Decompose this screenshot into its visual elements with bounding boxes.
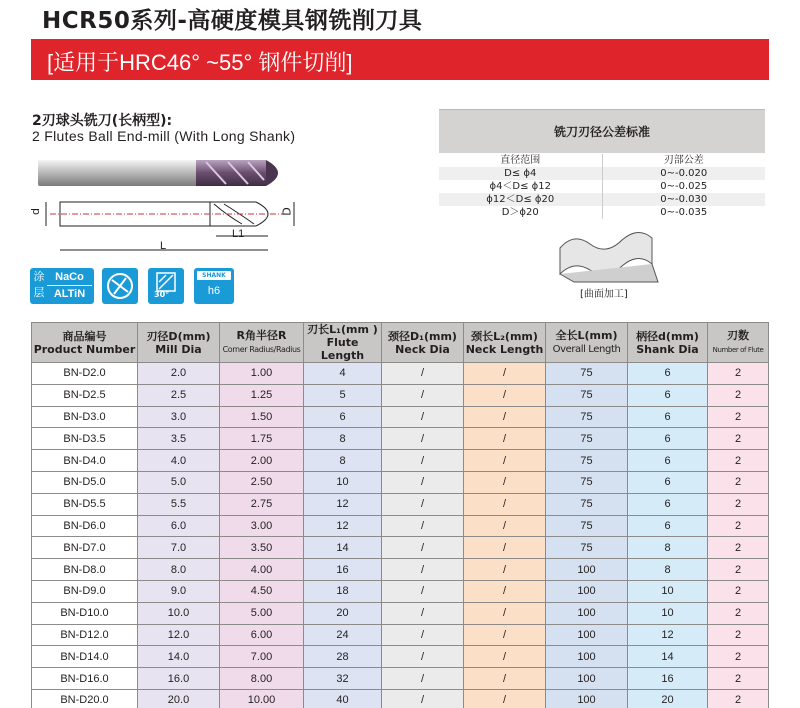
table-cell: BN-D2.0 [32,363,138,385]
table-row [32,493,769,515]
table-cell: 6 [628,428,708,450]
table-cell: 8.0 [138,559,220,581]
col-header-en: Number of Flute [712,345,764,354]
shank-label: SHANK [197,271,231,280]
table-cell: 40 [304,689,382,708]
table-row [32,668,769,690]
table-cell: 14 [628,646,708,668]
table-cell: 5.5 [138,493,220,515]
tolerance-range: D≤ ϕ4 [439,167,603,180]
table-cell: 8 [304,428,382,450]
col-header-en: Neck Length [465,342,544,356]
table-cell: / [382,624,464,646]
table-cell: / [464,515,546,537]
table-row [32,450,769,472]
tolerance-range: D＞ϕ20 [439,206,603,219]
table-cell: 4.0 [138,450,220,472]
table-cell: 75 [546,515,628,537]
table-cell: 8.00 [220,668,304,690]
col-header-zh: 刃数 [727,328,749,342]
tolerance-value: 0~-0.035 [660,207,708,218]
coating-badge [30,268,94,304]
table-cell: / [382,384,464,406]
table-row [32,646,769,668]
table-cell: / [464,493,546,515]
table-cell: 100 [546,624,628,646]
table-cell: 9.0 [138,580,220,602]
tolerance-value: 0~-0.025 [660,181,708,192]
table-cell: 2.0 [138,363,220,385]
table-cell: 10.0 [138,602,220,624]
table-cell: 10 [304,471,382,493]
table-cell: 6.00 [220,624,304,646]
table-row [32,471,769,493]
table-cell: 2 [708,406,769,428]
table-cell: 10 [628,580,708,602]
table-cell: 100 [546,646,628,668]
table-cell: BN-D20.0 [32,689,138,708]
table-cell: BN-D10.0 [32,602,138,624]
col-header [138,323,220,363]
table-cell: / [382,450,464,472]
table-cell: 2 [708,450,769,472]
table-cell: 32 [304,668,382,690]
table-cell: 2 [708,646,769,668]
table-cell: / [464,559,546,581]
table-cell: / [382,471,464,493]
tolerance-title: 铣刀刃径公差标准 [439,109,765,153]
table-cell: 2.75 [220,493,304,515]
dim-d-label: d [28,208,42,215]
table-cell: 2 [708,602,769,624]
table-row [32,624,769,646]
table-cell: / [382,406,464,428]
table-cell: / [464,624,546,646]
tolerance-value: 0~-0.020 [660,168,708,179]
table-cell: 3.5 [138,428,220,450]
table-cell: / [382,537,464,559]
table-cell: 6 [628,406,708,428]
table-cell: 12 [628,624,708,646]
table-cell: / [464,471,546,493]
table-cell: 6 [304,406,382,428]
table-cell: 14 [304,537,382,559]
table-cell: / [382,668,464,690]
table-cell: 7.0 [138,537,220,559]
table-cell: 10.00 [220,689,304,708]
table-cell: BN-D5.5 [32,493,138,515]
table-cell: BN-D7.0 [32,537,138,559]
tolerance-range: ϕ12＜D≤ ϕ20 [439,193,603,206]
col-header [304,323,382,363]
table-cell: 2.50 [220,471,304,493]
col-header-en: Neck Dia [395,342,450,356]
table-cell: / [464,428,546,450]
col-header-zh: 柄径d(mm) [636,329,699,343]
col-header-zh: 刃径D(mm) [146,329,211,343]
helix-angle-label: 30° [154,290,170,299]
endmill-drawing [28,158,318,253]
col-header-en: Overall Length [552,344,621,355]
product-title-zh: 2刃球头铣刀(长柄型): [32,113,173,129]
table-cell: 6 [628,515,708,537]
table-cell: 2.5 [138,384,220,406]
tolerance-header-row [439,154,765,167]
table-cell: 100 [546,689,628,708]
table-cell: / [464,580,546,602]
table-cell: BN-D16.0 [32,668,138,690]
table-cell: / [382,689,464,708]
table-cell: 6.0 [138,515,220,537]
table-cell: BN-D14.0 [32,646,138,668]
tolerance-range: ϕ4＜D≤ ϕ12 [439,180,603,193]
table-cell: 2 [708,624,769,646]
table-cell: BN-D8.0 [32,559,138,581]
coating-zh-2: 层 [33,286,45,299]
table-row [32,602,769,624]
tolerance-header: 直径范围 [439,154,603,167]
table-cell: 12 [304,493,382,515]
table-cell: 6 [628,493,708,515]
coating-zh-1: 涂 [33,270,45,283]
col-header-zh: 全长L(mm) [555,329,618,342]
table-cell: 4.00 [220,559,304,581]
dim-D-label: D [280,207,294,216]
table-cell: 20 [304,602,382,624]
table-cell: 4.50 [220,580,304,602]
table-cell: / [382,646,464,668]
table-cell: 7.00 [220,646,304,668]
col-header-en: Corner Radius/Radius [222,345,301,354]
table-cell: / [382,428,464,450]
table-cell: 16 [304,559,382,581]
col-header-en: Mill Dia [155,342,202,356]
table-cell: 75 [546,406,628,428]
table-cell: BN-D6.0 [32,515,138,537]
table-cell: 2 [708,537,769,559]
tolerance-row [439,193,765,206]
table-cell: 1.50 [220,406,304,428]
table-cell: / [464,537,546,559]
table-cell: 16.0 [138,668,220,690]
table-cell: 20 [628,689,708,708]
table-cell: / [464,602,546,624]
table-cell: 1.75 [220,428,304,450]
table-cell: BN-D12.0 [32,624,138,646]
table-cell: / [464,689,546,708]
table-cell: 4 [304,363,382,385]
table-cell: / [464,646,546,668]
table-cell: 20.0 [138,689,220,708]
dim-L1-label: L1 [232,228,245,240]
table-row [32,428,769,450]
table-cell: 24 [304,624,382,646]
table-cell: / [464,668,546,690]
table-cell: 10 [628,602,708,624]
col-header-zh: 商品编号 [62,329,107,343]
table-cell: 6 [628,363,708,385]
ball-nose-icon [102,268,138,304]
col-header [546,323,628,363]
table-cell: / [382,559,464,581]
table-cell: / [382,493,464,515]
table-cell: 14.0 [138,646,220,668]
table-cell: 100 [546,559,628,581]
table-cell: 6 [628,471,708,493]
feature-badges [30,268,240,308]
col-header [32,323,138,363]
table-cell: 16 [628,668,708,690]
table-cell: 75 [546,428,628,450]
table-cell: / [464,450,546,472]
table-cell: 1.25 [220,384,304,406]
table-cell: BN-D3.0 [32,406,138,428]
surface-label: [曲面加工] [580,289,628,300]
table-cell: 2 [708,580,769,602]
table-row [32,689,769,708]
table-cell: / [382,602,464,624]
tolerance-header: 刃部公差 [663,155,704,166]
table-row [32,559,769,581]
table-cell: 18 [304,580,382,602]
col-header-en: Flute Length [320,336,365,362]
table-cell: 2 [708,384,769,406]
table-cell: / [382,515,464,537]
table-cell: 3.00 [220,515,304,537]
shank-tolerance-badge [194,268,234,304]
table-cell: 6 [628,450,708,472]
table-cell: 5.00 [220,602,304,624]
table-cell: BN-D2.5 [32,384,138,406]
table-cell: 2 [708,689,769,708]
table-cell: / [382,580,464,602]
coating-en-1: NaCo [47,269,92,286]
table-cell: 100 [546,580,628,602]
col-header-zh: 刃长L₁(mm ) [307,323,378,336]
shank-tolerance: h6 [207,285,221,297]
table-cell: BN-D4.0 [32,450,138,472]
table-cell: 8 [304,450,382,472]
table-row [32,363,769,385]
table-cell: 2 [708,493,769,515]
table-cell: 2 [708,559,769,581]
table-row [32,384,769,406]
product-title-en: 2 Flutes Ball End-mill (With Long Shank) [32,128,296,144]
spec-header-row [32,323,769,363]
table-cell: 6 [628,384,708,406]
table-cell: 75 [546,493,628,515]
curved-surface-illustration [552,226,662,284]
table-cell: 12 [304,515,382,537]
table-cell: 75 [546,384,628,406]
col-header-zh: 颈径D₁(mm) [388,329,457,343]
tolerance-table [439,109,765,219]
table-cell: 100 [546,668,628,690]
table-cell: BN-D5.0 [32,471,138,493]
tolerance-row [439,180,765,193]
table-cell: BN-D9.0 [32,580,138,602]
tool-shank-photo [38,160,198,186]
table-cell: 8 [628,537,708,559]
col-header [628,323,708,363]
col-header-zh: R角半径R [236,329,287,342]
spec-table [31,322,769,708]
tolerance-row [439,206,765,219]
col-header [220,323,304,363]
col-header-en: Product Number [33,342,136,356]
tolerance-row [439,167,765,180]
col-header [708,323,769,363]
table-cell: 75 [546,450,628,472]
table-cell: 2 [708,428,769,450]
table-cell: 100 [546,602,628,624]
page-title: HCR50系列-高硬度模具钢铣削刀具 [42,8,423,34]
col-header-zh: 颈长L₂(mm) [471,329,538,343]
table-cell: 5.0 [138,471,220,493]
table-cell: / [382,363,464,385]
table-cell: 12.0 [138,624,220,646]
tolerance-value: 0~-0.030 [660,194,708,205]
table-cell: 75 [546,537,628,559]
col-header [464,323,546,363]
table-cell: 3.0 [138,406,220,428]
table-cell: 2 [708,515,769,537]
table-row [32,515,769,537]
table-cell: 2.00 [220,450,304,472]
table-cell: 3.50 [220,537,304,559]
table-row [32,537,769,559]
table-cell: 5 [304,384,382,406]
coating-en-2: ALTiN [53,288,86,300]
table-cell: 1.00 [220,363,304,385]
application-banner [31,39,769,80]
col-header [382,323,464,363]
table-cell: / [464,406,546,428]
banner-text: [适用于HRC46° ~55° 钢件切削] [47,50,353,75]
table-row [32,406,769,428]
table-cell: 2 [708,363,769,385]
table-cell: 2 [708,471,769,493]
spec-table-body [32,363,769,708]
table-cell: / [464,363,546,385]
table-cell: 2 [708,668,769,690]
table-cell: 8 [628,559,708,581]
col-header-en: Shank Dia [636,342,699,356]
dim-L-label: L [160,240,167,252]
table-cell: / [464,384,546,406]
table-cell: 75 [546,471,628,493]
table-cell: BN-D3.5 [32,428,138,450]
table-row [32,580,769,602]
table-cell: 75 [546,363,628,385]
table-cell: 28 [304,646,382,668]
